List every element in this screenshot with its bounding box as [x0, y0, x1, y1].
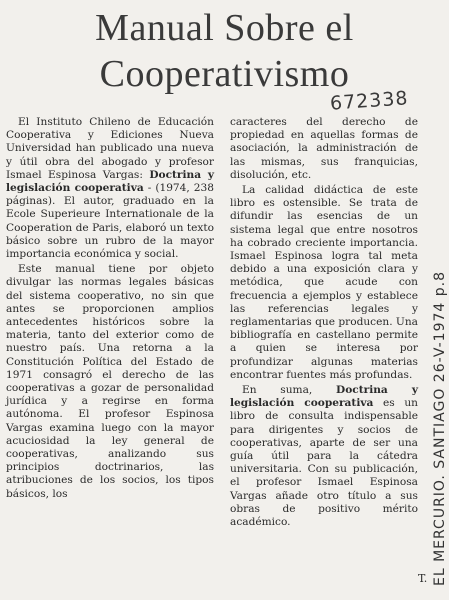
paragraph-1-end: - (1974, 238 páginas). El autor, graduado en la Ecole Superieure Internationale de la Cooperation de Paris, elaboró un texto básico sobre un rubro de la mayor importancia económica y social.: [6, 182, 214, 261]
handwritten-source-stamp: EL MERCURIO. SANTIAGO 26-V-1974 p.8: [432, 271, 448, 586]
paragraph-5: [230, 384, 418, 529]
headline-line-2: Cooperativismo: [99, 53, 350, 95]
column-left: [6, 116, 214, 503]
paragraph-3: caracteres del derecho de propiedad en aquellas formas de asociación, la administración de las mismas, sus franquicias, disolución, etc.: [230, 116, 418, 181]
author-initial: T.: [418, 572, 428, 585]
book-title: Doctrina y legislación cooperativa: [6, 168, 214, 195]
paragraph-5-start: En suma,: [242, 384, 337, 397]
paragraph-5-end: es un libro de consulta indispensable para dirigentes y socios de cooperativas, aparte de ser una guía útil para la cátedra universitaria. Con su publicación, el profesor Ismael Espinosa Vargas añade otro título a sus obras de positivo mérito académico.: [230, 397, 419, 529]
paragraph-2: Este manual tiene por objeto divulgar las normas legales básicas del sistema cooperativo, no sin que antes se proporcionen amplios antecedentes históricos sobre la materia, tanto del exterior como de nuestro país. Una retorna a la Constitución Política del Estado de 1971 consagró el derecho de las cooperativas a gozar de personalidad jurídica y a regirse en forma autónoma. El profesor Espinosa Vargas examina luego con la mayor acuciosidad la ley general de cooperativas, analizando sus principios doctrinarios, las atribuciones de los socios, los tipos básicos, los: [6, 263, 214, 500]
column-right: [230, 116, 418, 531]
book-title-repeat: Doctrina y legislación cooperativa: [230, 384, 418, 410]
handwritten-stamp-number: 672338: [329, 87, 410, 115]
headline-line-1: Manual Sobre el: [95, 7, 354, 49]
paragraph-1: [6, 116, 214, 261]
paragraph-4: La calidad didáctica de este libro es ostensible. Se trata de difundir las esencias de un sistema legal que entre nosotros ha cobrado creciente importancia. Ismael Espinosa logra tal meta debido a una exposición clara y metódica, que acude con frecuencia a ejemplos y establece las referencias legales y reglamentarias que producen. Una bibliografía en castellano permite a quien se interesa por profundizar algunas materias encontrar fuentes más profundas.: [230, 184, 418, 381]
paragraph-1-start: El Instituto Chileno de Educación Cooperativa y Ediciones Nueva Universidad han publicado una nueva y útil obra del abogado y profesor Ismael Espinosa Vargas:: [6, 116, 214, 181]
